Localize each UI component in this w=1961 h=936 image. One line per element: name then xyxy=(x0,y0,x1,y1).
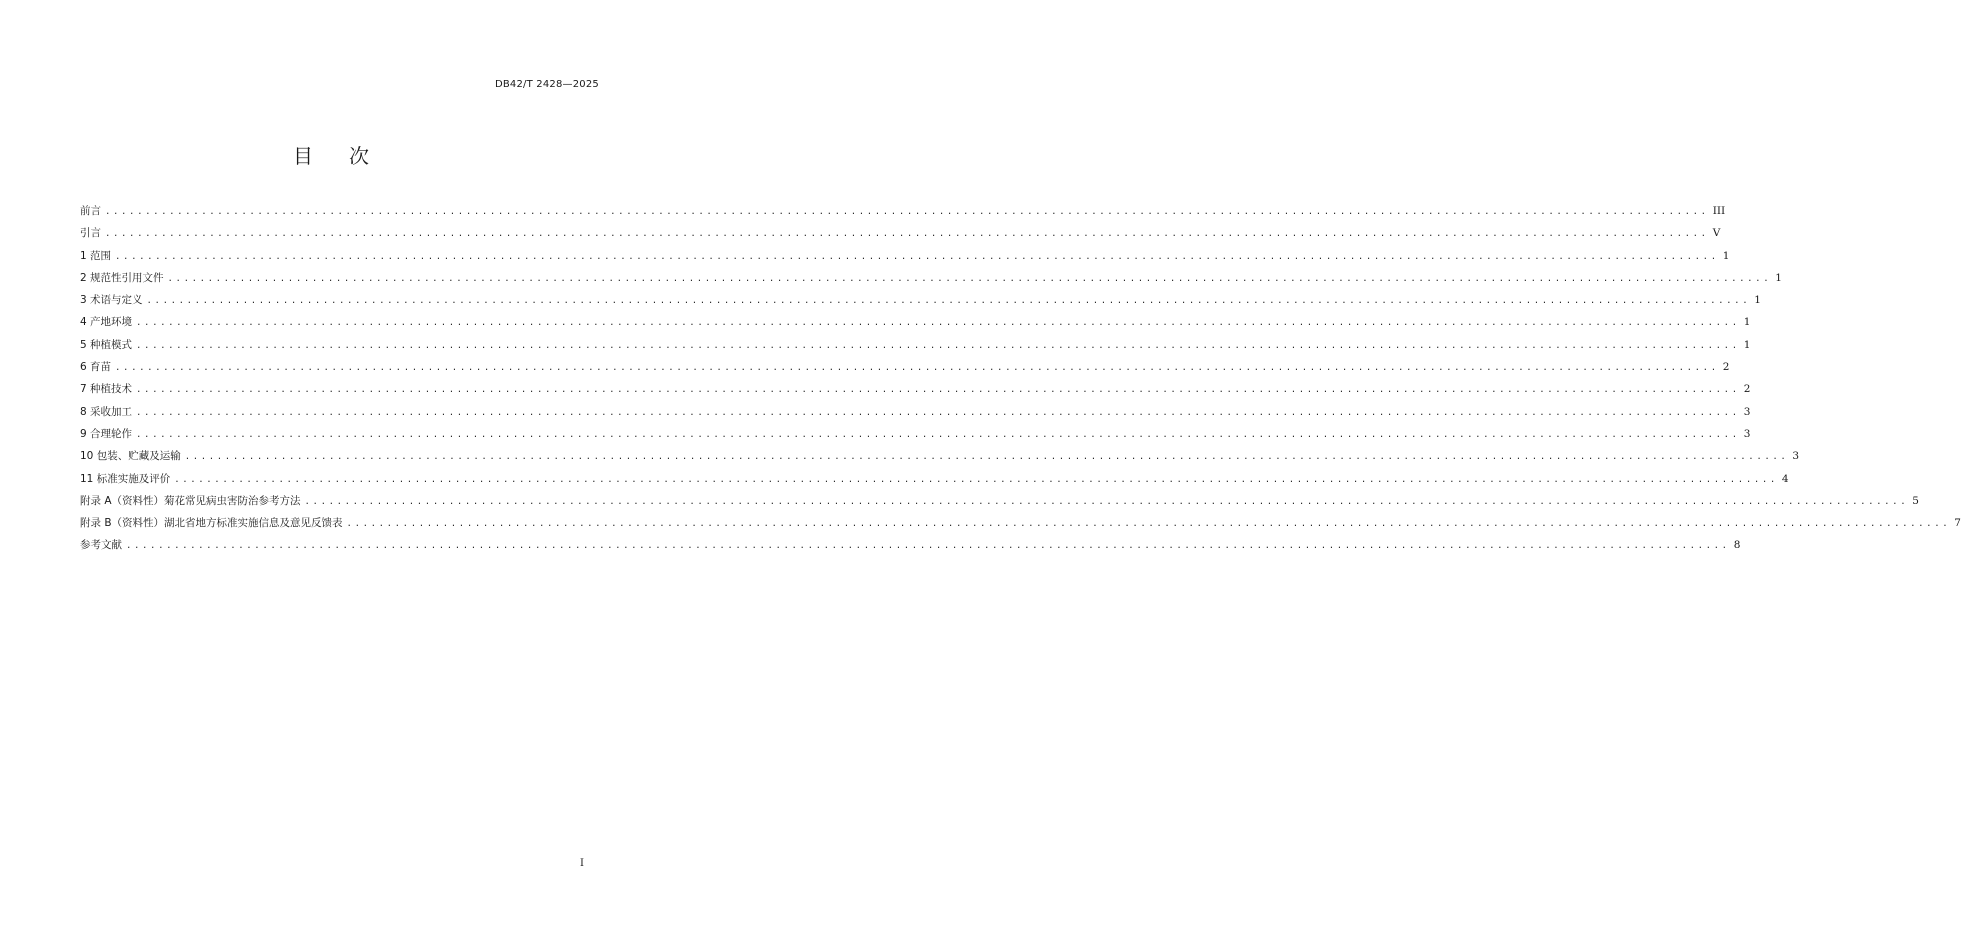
toc-entry-label: 附录 A（资料性）菊花常见病虫害防治参考方法 xyxy=(80,494,301,507)
toc-entry[interactable] xyxy=(80,512,1961,534)
toc-entry-page: 1 xyxy=(1775,271,1782,284)
toc-leader-dots: ........................................................................................................................................................................................................ xyxy=(136,318,1740,329)
toc-leader-dots: ........................................................................................................................................................................................................ xyxy=(167,273,1772,284)
toc-entry-label: 2 规范性引用文件 xyxy=(80,271,164,284)
toc-entry[interactable] xyxy=(80,534,1741,556)
toc-leader-dots: ........................................................................................................................................................................................................ xyxy=(136,429,1740,440)
toc-leader-dots: ........................................................................................................................................................................................................ xyxy=(136,340,1740,351)
toc-entry-page: 8 xyxy=(1733,539,1741,552)
toc-entry-page: 1 xyxy=(1743,338,1751,351)
toc-entry-label: 7 种植技术 xyxy=(80,383,133,396)
toc-entry-page: 1 xyxy=(1754,294,1761,307)
toc-entry-label: 1 范围 xyxy=(80,249,112,262)
document-code: DB42/T 2428—2025 xyxy=(494,79,599,90)
toc-entry-page: 3 xyxy=(1743,427,1751,440)
toc-entry-page: 2 xyxy=(1722,361,1730,374)
toc-entry-label: 8 采收加工 xyxy=(80,405,133,418)
toc-entry-label: 3 术语与定义 xyxy=(80,294,143,307)
toc-entry[interactable] xyxy=(80,289,1761,311)
toc-entry-page: 4 xyxy=(1781,472,1789,485)
toc-entry[interactable] xyxy=(80,356,1730,378)
toc-leader-dots: ........................................................................................................................................................................................................ xyxy=(136,385,1740,396)
toc-entry[interactable] xyxy=(80,468,1789,490)
toc-entry[interactable] xyxy=(80,222,1721,244)
toc-entry-label: 引言 xyxy=(80,227,101,240)
toc-leader-dots: ........................................................................................................................................................................................................ xyxy=(146,296,1751,307)
toc-leader-dots: ........................................................................................................................................................................................................ xyxy=(174,474,1778,485)
toc-entry[interactable] xyxy=(80,245,1730,267)
toc-entry[interactable] xyxy=(80,200,1726,222)
toc-entry[interactable] xyxy=(80,401,1751,423)
toc-entry-page: 7 xyxy=(1954,517,1961,530)
toc-entry-page: 1 xyxy=(1743,316,1751,329)
toc-leader-dots: ........................................................................................................................................................................................................ xyxy=(105,207,1709,217)
toc-entry-label: 参考文献 xyxy=(80,539,122,552)
toc-leader-dots: ........................................................................................................................................................................................................ xyxy=(304,496,1909,507)
toc-entry[interactable] xyxy=(80,378,1751,400)
toc-entry[interactable] xyxy=(80,490,1919,512)
toc-leader-dots: ........................................................................................................................................................................................................ xyxy=(126,541,1730,552)
toc-entry-page: V xyxy=(1712,227,1721,240)
toc-leader-dots: ........................................................................................................................................................................................................ xyxy=(115,251,1719,262)
toc-entry[interactable] xyxy=(80,423,1751,445)
toc-entry-page: 3 xyxy=(1743,405,1751,418)
toc-entry[interactable] xyxy=(80,445,1800,467)
toc-leader-dots: ........................................................................................................................................................................................................ xyxy=(105,229,1709,240)
toc-entry-page: III xyxy=(1712,205,1726,217)
toc-leader-dots: ........................................................................................................................................................................................................ xyxy=(136,407,1740,418)
toc-entry-label: 5 种植模式 xyxy=(80,338,133,351)
table-of-contents xyxy=(80,200,1961,557)
toc-entry-page: 1 xyxy=(1722,249,1730,262)
toc-entry-label: 4 产地环境 xyxy=(80,316,133,329)
toc-leader-dots: ........................................................................................................................................................................................................ xyxy=(115,363,1719,374)
toc-entry-label: 9 合理轮作 xyxy=(80,427,133,440)
toc-entry-page: 2 xyxy=(1743,383,1751,396)
toc-entry-label: 6 育苗 xyxy=(80,361,112,374)
toc-entry-label: 附录 B（资料性）湖北省地方标准实施信息及意见反馈表 xyxy=(80,517,343,530)
toc-entry-label: 11 标准实施及评价 xyxy=(80,472,171,485)
toc-entry-page: 5 xyxy=(1912,494,1919,507)
toc-leader-dots: ........................................................................................................................................................................................................ xyxy=(184,452,1789,463)
toc-entry-label: 10 包装、贮藏及运输 xyxy=(80,450,181,463)
toc-entry[interactable] xyxy=(80,267,1782,289)
toc-entry-label: 前言 xyxy=(80,205,101,217)
toc-entry[interactable] xyxy=(80,311,1751,333)
toc-entry-page: 3 xyxy=(1792,450,1800,463)
page-title: 目 次 xyxy=(293,144,369,168)
page-number: I xyxy=(580,858,584,869)
toc-leader-dots: ........................................................................................................................................................................................................ xyxy=(346,519,1951,530)
toc-entry[interactable] xyxy=(80,334,1751,356)
